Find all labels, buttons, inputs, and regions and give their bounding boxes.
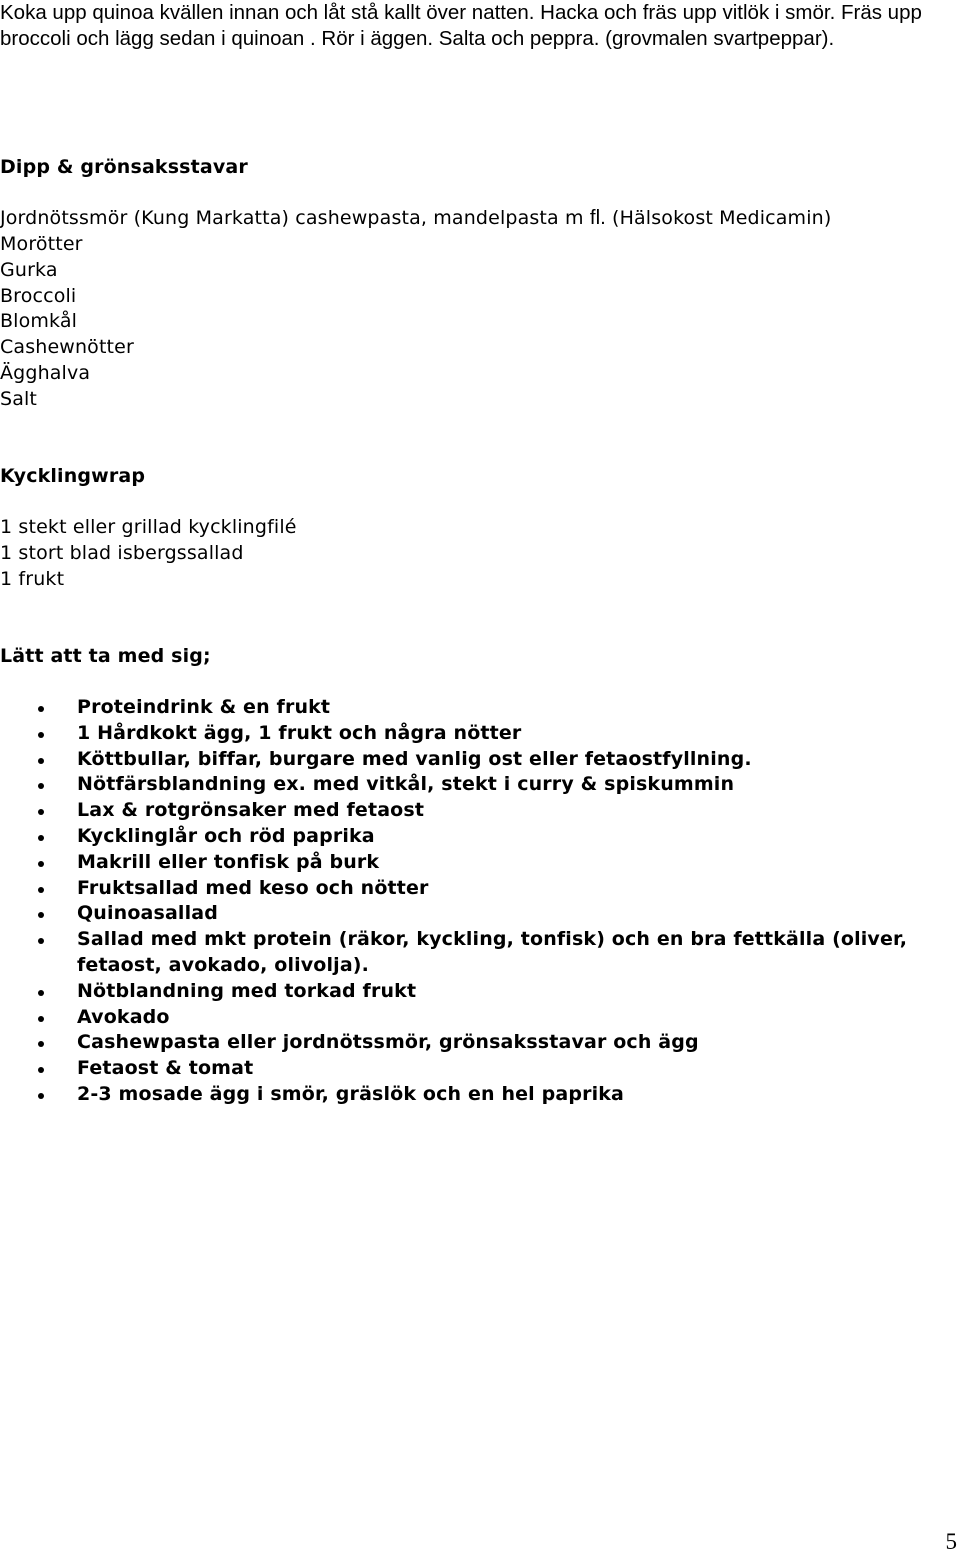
bullet-icon	[38, 809, 44, 815]
list-item-text: Sallad med mkt protein (räkor, kyckling, tonfisk) och en bra fettkälla (oliver, fetaost, avokado, olivolja).	[77, 928, 908, 976]
list-item	[0, 695, 935, 721]
list-item	[0, 721, 935, 747]
list-item	[0, 1030, 935, 1056]
list-item: Morötter	[0, 233, 83, 255]
list-item: 1 stekt eller grillad kycklingfilé	[0, 516, 297, 538]
bullet-icon	[38, 887, 44, 893]
list-item	[0, 1082, 935, 1108]
list-item	[0, 747, 935, 773]
list-item-text: Cashewpasta eller jordnötssmör, grönsaksstavar och ägg	[77, 1031, 699, 1054]
list-item: Ägghalva	[0, 361, 91, 384]
bullet-icon	[38, 706, 44, 712]
list-item	[0, 798, 935, 824]
bullet-icon	[38, 938, 44, 944]
bullet-icon	[38, 1041, 44, 1047]
wrap-heading: Kycklingwrap	[0, 465, 146, 487]
carry-bullet-list	[0, 695, 935, 1108]
bullet-icon	[38, 912, 44, 918]
dipp-heading: Dipp & grönsaksstavar	[0, 156, 248, 178]
list-item-text: Makrill eller tonfisk på burk	[77, 850, 380, 873]
list-item-text: Nötblandning med torkad frukt	[77, 979, 417, 1002]
bullet-icon	[38, 783, 44, 789]
list-item	[0, 1005, 935, 1031]
list-item-text: 2-3 mosade ägg i smör, gräslök och en hel paprika	[77, 1082, 625, 1105]
carry-heading: Lätt att ta med sig;	[0, 645, 211, 667]
list-item: Cashewnötter	[0, 336, 134, 359]
list-item	[0, 824, 935, 850]
bullet-icon	[38, 861, 44, 867]
list-item-text: Köttbullar, biffar, burgare med vanlig ost eller fetaostfyllning.	[77, 747, 752, 770]
list-item	[0, 850, 935, 876]
list-item: Salt	[0, 387, 38, 410]
dipp-spreads-line	[0, 206, 831, 232]
dipp-spreads-source: (Hälsokost Medicamin)	[605, 207, 832, 229]
list-item: 1 stort blad isbergssallad	[0, 541, 244, 564]
list-item: 1 frukt	[0, 567, 65, 590]
list-item-text: Fruktsallad med keso och nötter	[77, 876, 429, 899]
bullet-icon	[38, 835, 44, 841]
list-item-text: Nötfärsblandning ex. med vitkål, stekt i curry & spiskummin	[77, 773, 735, 796]
list-item	[0, 901, 935, 927]
list-item-text: Avokado	[77, 1005, 170, 1028]
list-item-text: Fetaost & tomat	[77, 1057, 254, 1080]
bullet-icon	[38, 1067, 44, 1073]
bullet-icon	[38, 732, 44, 738]
list-item-text: Kycklinglår och röd paprika	[77, 824, 375, 847]
list-item: Gurka	[0, 258, 58, 281]
list-item-text: 1 Hårdkokt ägg, 1 frukt och några nötter	[77, 721, 522, 744]
list-item	[0, 876, 935, 902]
list-item: Broccoli	[0, 284, 77, 307]
dipp-ingredient-list	[0, 232, 134, 413]
wrap-ingredient-list	[0, 515, 297, 592]
page-number: 5	[945, 1529, 957, 1554]
list-item-text: Quinoasallad	[77, 902, 218, 925]
list-item	[0, 979, 935, 1005]
dipp-spreads-text: Jordnötssmör (Kung Markatta) cashewpasta, mandelpasta m	[0, 207, 590, 229]
bullet-icon	[38, 1093, 44, 1099]
list-item-text: Proteindrink & en frukt	[77, 696, 331, 718]
list-item-text: Lax & rotgrönsaker med fetaost	[77, 799, 425, 822]
dipp-spreads-abbrev: fl.	[589, 206, 606, 229]
bullet-icon	[38, 758, 44, 764]
intro-paragraph: Koka upp quinoa kvällen innan och låt stå kallt över natten. Hacka och fräs upp vitlök i smör. Fräs upp broccoli och lägg sedan i quinoan . Rör i äggen. Salta och peppra. (grovmalen svartpeppar).	[0, 1, 922, 50]
list-item	[0, 1056, 935, 1082]
bullet-icon	[38, 1016, 44, 1022]
bullet-icon	[38, 990, 44, 996]
list-item: Blomkål	[0, 310, 78, 333]
list-item	[0, 927, 935, 979]
list-item	[0, 772, 935, 798]
